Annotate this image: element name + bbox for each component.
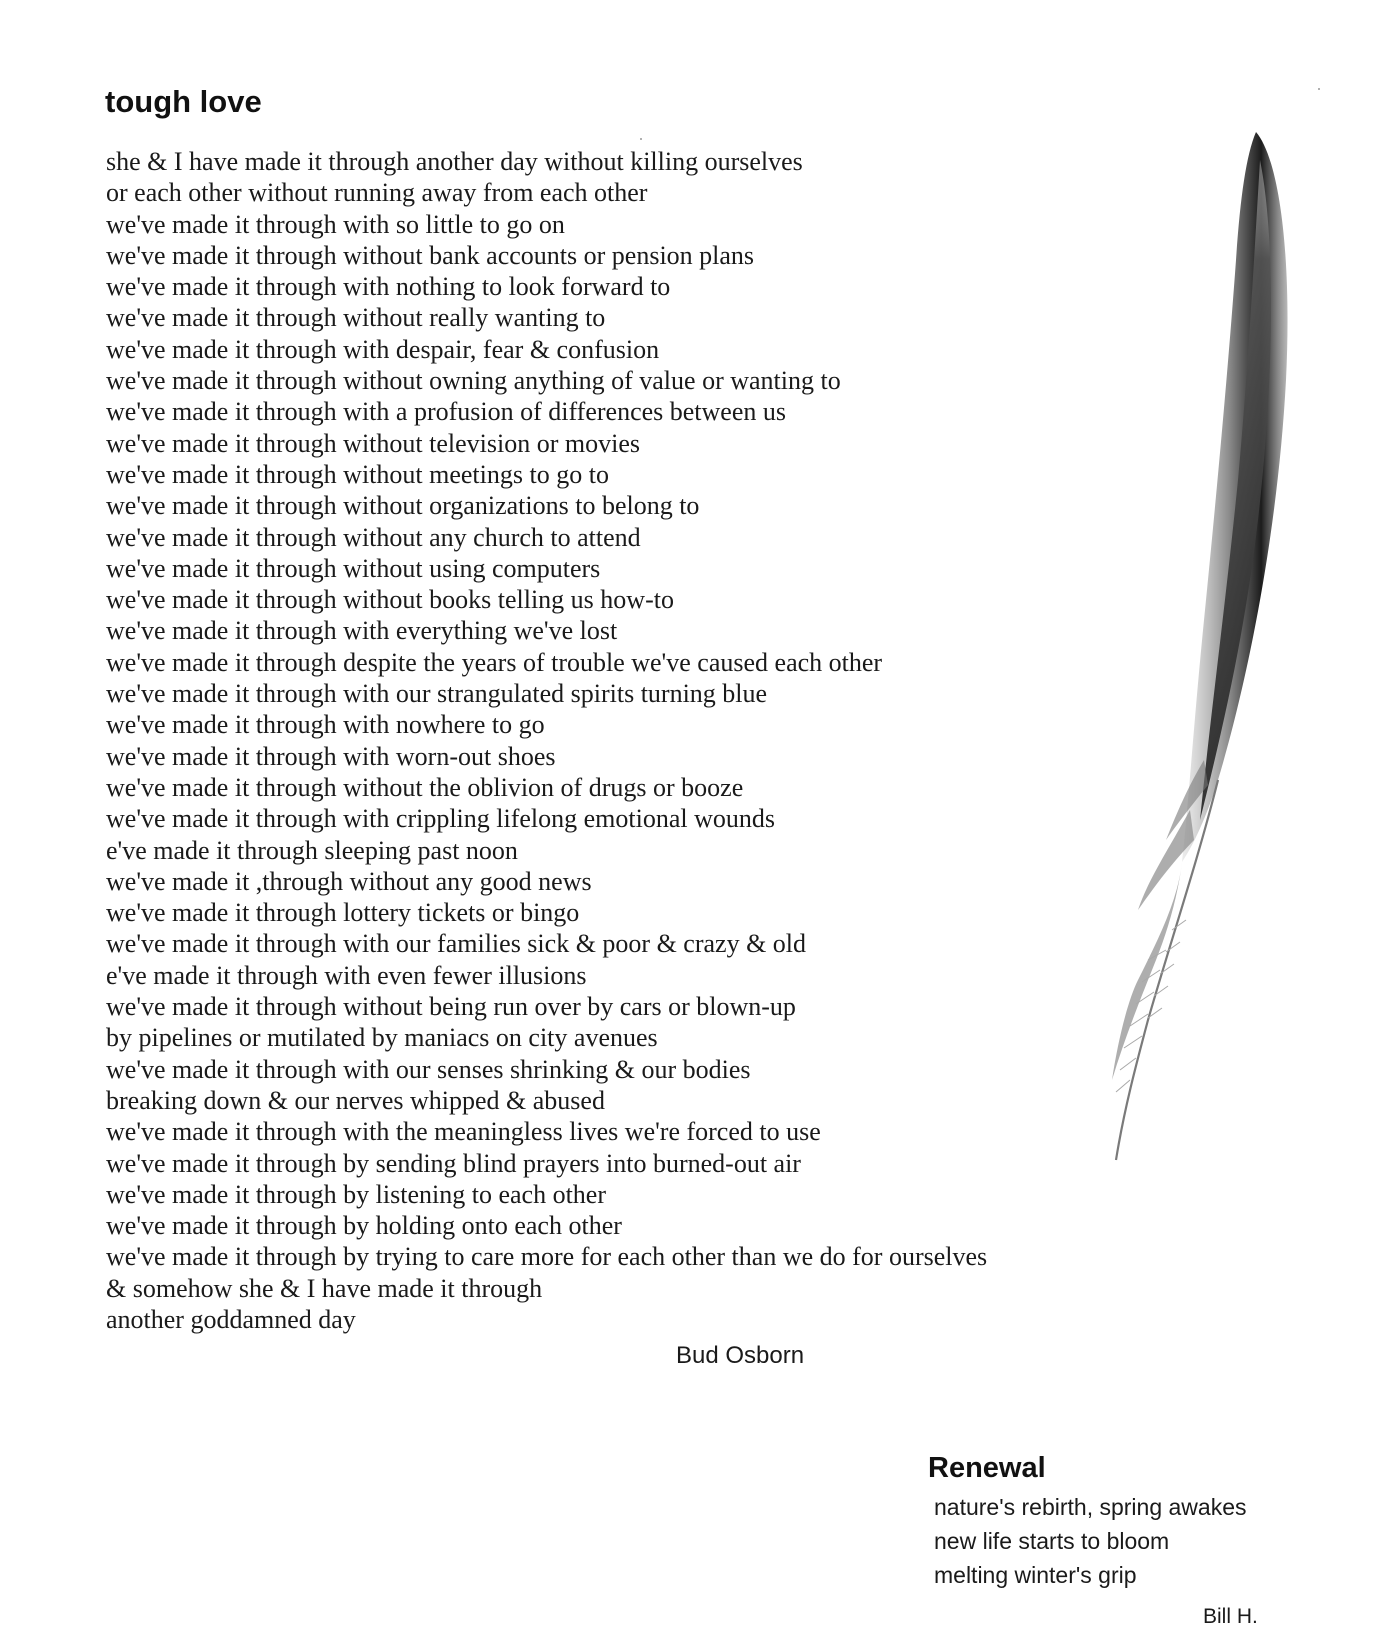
poem-line: we've made it through by listening to each other	[106, 1179, 606, 1209]
poem-line: we've made it through by holding onto each other	[106, 1211, 622, 1241]
poem-line: we've made it through without any church to attend	[106, 522, 641, 552]
poem-line: e've made it through with even fewer illusions	[106, 960, 587, 990]
poem-line: another goddamned day	[106, 1304, 356, 1334]
renewal-line: melting winter's grip	[934, 1562, 1137, 1588]
poem-line: we've made it through lottery tickets or bingo	[106, 898, 580, 928]
poem-line: we've made it through without books telling us how-to	[106, 585, 674, 615]
poem-line: we've made it through without the oblivion of drugs or booze	[106, 772, 744, 802]
poem-line: we've made it through without television or movies	[106, 428, 640, 458]
renewal-line: new life starts to bloom	[934, 1528, 1170, 1554]
poem-line: we've made it through with so little to go on	[106, 209, 565, 239]
poem-line: we've made it through without owning anything of value or wanting to	[106, 366, 841, 396]
poem-line: we've made it through without using computers	[106, 553, 601, 583]
poem-line: we've made it through with our families sick & poor & crazy & old	[106, 929, 807, 959]
poem-line: we've made it through without being run over by cars or blown-up	[106, 992, 796, 1022]
poem-line: we've made it through with our strangulated spirits turning blue	[106, 679, 768, 709]
poem-line: we've made it through without really wanting to	[106, 303, 606, 333]
poem-line: we've made it through without bank accounts or pension plans	[106, 240, 755, 270]
poem-line: we've made it through with our senses shrinking & our bodies	[106, 1054, 751, 1084]
renewal-line: nature's rebirth, spring awakes	[934, 1494, 1247, 1520]
poem-line: by pipelines or mutilated by maniacs on city avenues	[106, 1023, 658, 1053]
poem-line: we've made it ,through without any good news	[106, 866, 592, 896]
poem-line: she & I have made it through another day without killing ourselves	[106, 147, 803, 176]
poem-title: tough love	[105, 84, 262, 119]
poem-line: we've made it through with everything we've lost	[106, 616, 618, 646]
poem-line: we've made it through with the meaningless lives we're forced to use	[106, 1117, 821, 1147]
poem-body	[106, 146, 1126, 1335]
poem-line: breaking down & our nerves whipped & abused	[106, 1085, 605, 1115]
poem-line: we've made it through with despair, fear & confusion	[106, 334, 660, 364]
scan-speck	[1318, 88, 1320, 90]
renewal-title: Renewal	[928, 1452, 1046, 1484]
renewal-body	[934, 1490, 1314, 1592]
poem-line: we've made it through without organizations to belong to	[106, 491, 700, 521]
feather-icon	[1108, 120, 1308, 1170]
poem-line: we've made it through by sending blind prayers into burned-out air	[106, 1148, 801, 1178]
renewal-author: Bill H.	[1203, 1605, 1258, 1628]
poem-line: we've made it through by trying to care more for each other than we do for ourselves	[106, 1242, 988, 1272]
poem-line: we've made it through with worn-out shoes	[106, 741, 556, 771]
poem-line: we've made it through despite the years of trouble we've caused each other	[106, 647, 883, 677]
poem-author: Bud Osborn	[676, 1342, 805, 1369]
poem-line: & somehow she & I have made it through	[106, 1273, 543, 1303]
scan-speck	[640, 138, 642, 140]
poem-line: e've made it through sleeping past noon	[106, 835, 518, 865]
poem-line: we've made it through with crippling lifelong emotional wounds	[106, 804, 776, 834]
poem-line: we've made it through with nothing to look forward to	[106, 272, 671, 302]
poem-line: or each other without running away from each other	[106, 178, 648, 208]
poem-line: we've made it through with nowhere to go	[106, 710, 545, 740]
poem-line: we've made it through without meetings to go to	[106, 459, 609, 489]
poem-line: we've made it through with a profusion of differences between us	[106, 397, 786, 427]
